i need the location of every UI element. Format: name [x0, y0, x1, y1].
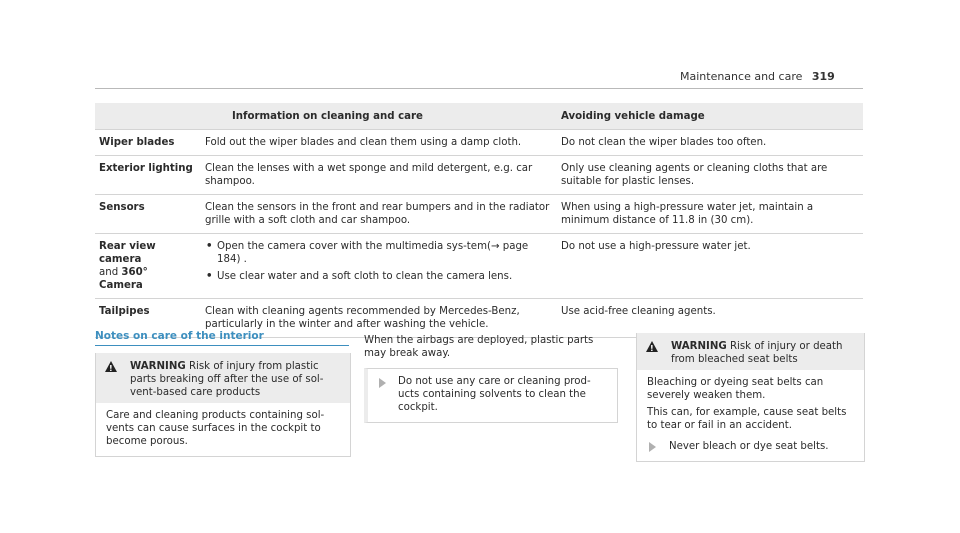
- section-title: Notes on care of the interior: [95, 330, 264, 342]
- warning-body-para1: Bleaching or dyeing seat belts can severely weaken them.: [647, 377, 824, 401]
- warning-label: WARNING: [130, 361, 186, 372]
- list-item: • Use clear water and a soft cloth to clean the camera lens.: [217, 270, 551, 283]
- row-info: Clean the lenses with a wet sponge and mild detergent, e.g. car shampoo.: [200, 156, 556, 195]
- warning-body-para2: This can, for example, cause seat belts to tear or fail in an accident.: [647, 407, 847, 431]
- row-info: Fold out the wiper blades and clean them using a damp cloth.: [200, 130, 556, 156]
- row-info: Clean the sensors in the front and rear bumpers and in the radiator grille with a soft cloth and car shampoo.: [200, 195, 556, 234]
- warning-box-solvents: [95, 353, 351, 457]
- instruction-text: Do not use any care or cleaning prod-ucts containing solvents to clean the cockpit.: [398, 376, 591, 413]
- section-name: Maintenance and care: [680, 70, 803, 83]
- warning-header: [637, 333, 864, 370]
- row-info: [200, 234, 556, 299]
- table-row: [95, 130, 863, 156]
- row-label: [95, 234, 200, 299]
- table-header-row: [95, 103, 863, 130]
- row-info: Clean with cleaning agents recommended by Mercedes-Benz, particularly in the winter and after washing the vehicle.: [200, 299, 556, 338]
- row-label-line1: Rear view camera: [99, 241, 156, 265]
- row-label-line2: 360° Camera: [99, 267, 148, 291]
- note-block: [364, 334, 618, 423]
- header-rule: [95, 88, 863, 89]
- page-number: 319: [811, 70, 835, 83]
- row-avoid: Do not use a high-pressure water jet.: [556, 234, 863, 299]
- instruction-line: [647, 432, 856, 453]
- row-label-and: and: [99, 267, 122, 278]
- warning-body: [637, 370, 864, 461]
- cleaning-table: [95, 103, 863, 338]
- warning-body: Care and cleaning products containing sol-vents can cause surfaces in the cockpit to become porous.: [106, 410, 325, 447]
- row-avoid: Only use cleaning agents or cleaning cloths that are suitable for plastic lenses.: [556, 156, 863, 195]
- warning-header: [96, 353, 350, 403]
- row-avoid: When using a high-pressure water jet, maintain a minimum distance of 11.8 in (30 cm).: [556, 195, 863, 234]
- bullet-list: [205, 240, 551, 283]
- row-label: Exterior lighting: [95, 156, 200, 195]
- row-avoid: Do not clean the wiper blades too often.: [556, 130, 863, 156]
- warning-triangle-icon: [646, 341, 658, 352]
- col-header-item: [95, 103, 200, 130]
- table-row: [95, 195, 863, 234]
- row-label: Sensors: [95, 195, 200, 234]
- warning-triangle-icon: [105, 361, 117, 372]
- col-header-avoid: Avoiding vehicle damage: [556, 103, 863, 130]
- row-label: Wiper blades: [95, 130, 200, 156]
- warning-label: WARNING: [671, 341, 727, 352]
- warning-title: Risk of injury or death from bleached seat belts: [671, 341, 843, 365]
- arrow-right-icon: [379, 378, 386, 388]
- table-row: [95, 234, 863, 299]
- list-item: • Open the camera cover with the multimedia sys-tem(→ page 184) .: [217, 240, 551, 266]
- instruction-text: Never bleach or dye seat belts.: [669, 441, 829, 452]
- arrow-right-icon: [649, 442, 656, 452]
- row-label: Tailpipes: [95, 299, 200, 338]
- warning-title: Risk of injury from plastic parts breaking off after the use of sol-vent-based care products: [130, 361, 324, 398]
- instruction-box: [364, 368, 618, 423]
- warning-box-seat-belts: [636, 333, 865, 462]
- page-header: [680, 70, 835, 83]
- col-header-info: Information on cleaning and care: [200, 103, 556, 130]
- note-text: When the airbags are deployed, plastic parts may break away.: [364, 335, 594, 359]
- section-rule: [95, 345, 349, 346]
- row-avoid: Use acid-free cleaning agents.: [556, 299, 863, 338]
- table-row: [95, 156, 863, 195]
